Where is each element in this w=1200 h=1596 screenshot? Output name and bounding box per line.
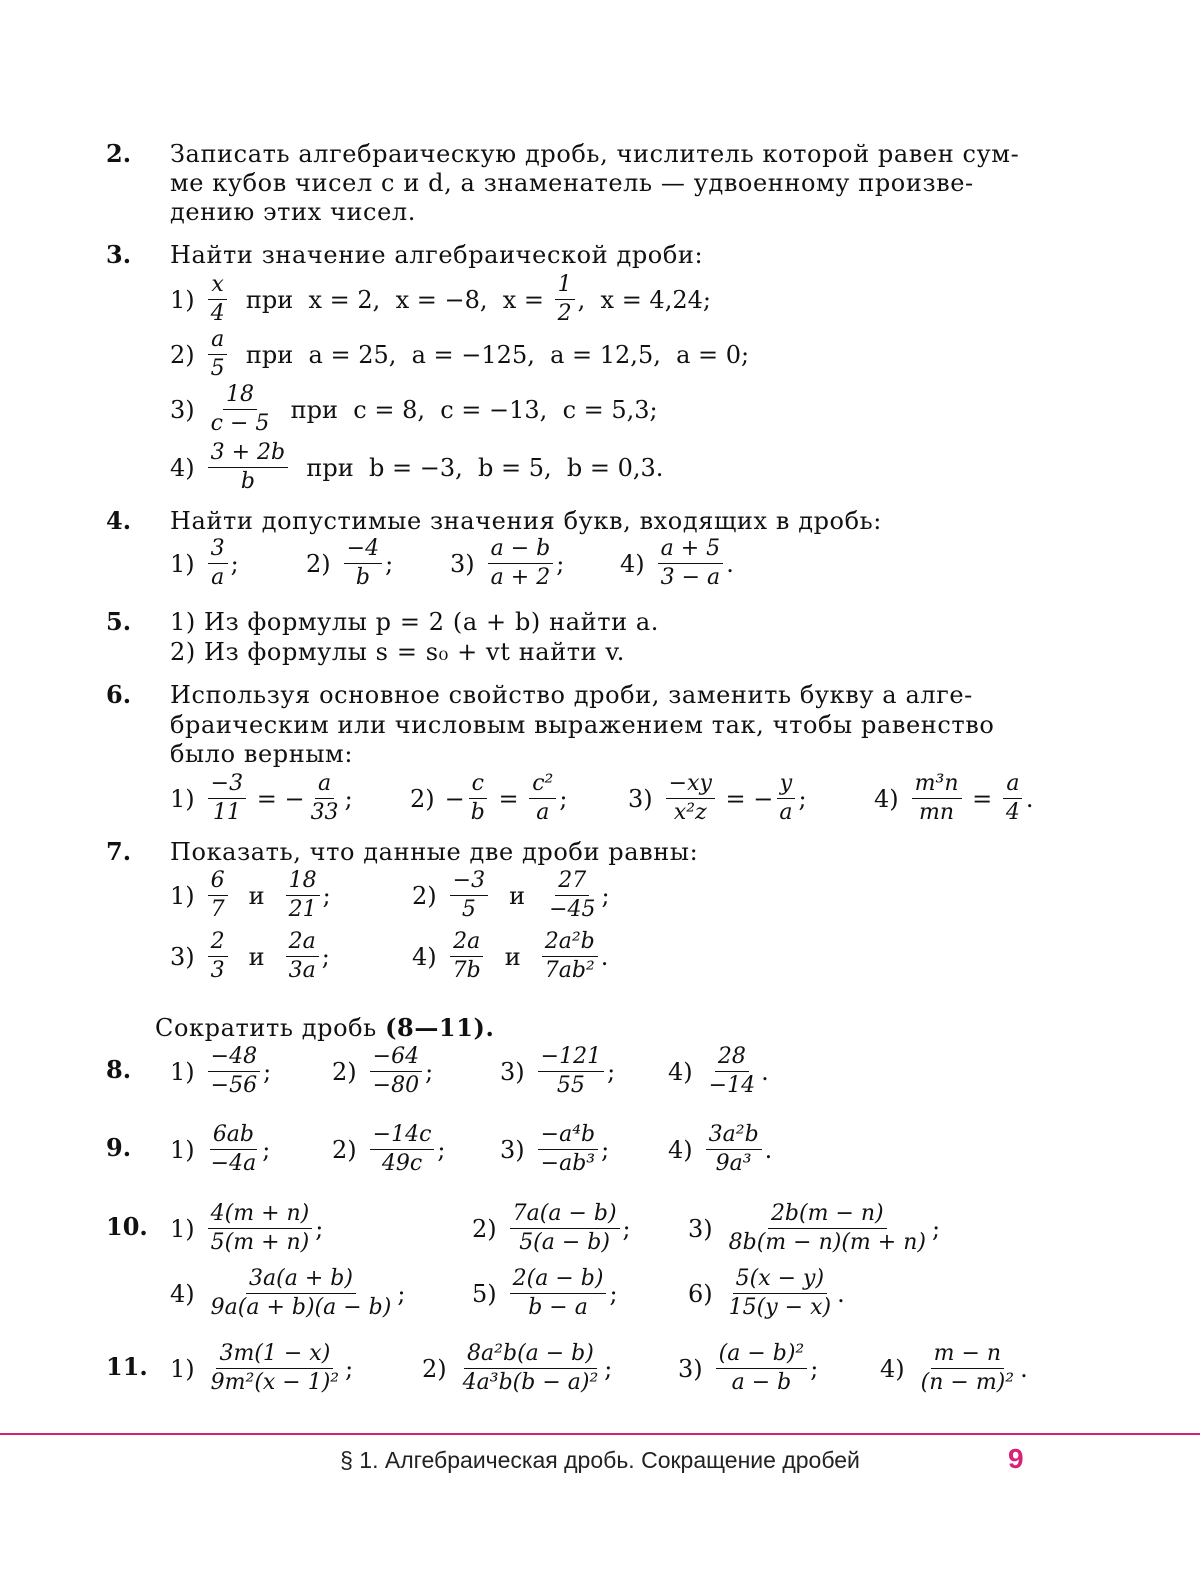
- sub-item: [170, 274, 711, 325]
- punctuation: ;: [607, 1057, 616, 1086]
- fraction: $\frac{a + 5}{3 - a}$: [658, 538, 724, 589]
- item-label: 3): [628, 784, 653, 813]
- fraction: $\frac{18}{c - 5}$: [210, 382, 270, 436]
- item-label: 2): [170, 340, 195, 369]
- punctuation: .: [600, 942, 609, 971]
- item-label: 2): [472, 1214, 497, 1243]
- problem-text-line: Используя основное свойство дроби, заменить букву a алге-: [170, 681, 973, 709]
- item-label: 2): [332, 1057, 357, 1086]
- problem-title: Найти значение алгебраической дроби:: [170, 241, 704, 269]
- sub-item: [450, 538, 564, 589]
- sub-item: [620, 538, 734, 589]
- problem-number: 7.: [106, 837, 132, 866]
- fraction: $\frac{1}{2}$: [555, 274, 575, 325]
- fraction: $\frac{4(m + n)}{5(m + n)}$: [208, 1203, 313, 1254]
- fraction: $\frac{c}{b}$: [468, 773, 488, 824]
- footer-divider: [0, 1433, 1200, 1435]
- punctuation: ;: [322, 881, 331, 910]
- problem-number: 11.: [106, 1352, 148, 1381]
- heading-text: Сократить дробь: [155, 1014, 386, 1042]
- fraction: $\frac{7a(a - b)}{5(a - b)}$: [510, 1203, 620, 1254]
- punctuation: ;: [556, 549, 565, 578]
- fraction: $\frac{-48}{-56}$: [208, 1046, 260, 1097]
- punctuation: ;: [798, 784, 807, 813]
- fraction: $\frac{\text{3a²b}}{\text{9a³}}$: [706, 1124, 762, 1175]
- sub-item: [170, 931, 330, 982]
- fraction: $\frac{6ab}{-4a}$: [210, 1122, 257, 1176]
- problem-number: 4.: [106, 506, 132, 535]
- page-number: 9: [1008, 1443, 1024, 1474]
- fraction: $\frac{\text{m³n}}{mn}$: [912, 773, 962, 824]
- punctuation: ;: [345, 1354, 354, 1383]
- fraction: $\frac{2a}{7b}$: [450, 931, 484, 982]
- fraction: $\frac{a - b}{a + 2}$: [488, 538, 554, 589]
- fraction: $\frac{a}{4}$: [1003, 773, 1023, 824]
- fraction: $\frac{2}{3}$: [208, 931, 228, 982]
- fraction: $\frac{2a}{3a}$: [286, 931, 319, 982]
- fraction: $\frac{2(a - b)}{b - a}$: [510, 1268, 607, 1319]
- equals-sign: = −: [717, 784, 774, 813]
- fraction: $\frac{a}{5}$: [208, 329, 228, 380]
- problem-text-line: ме кубов чисел c и d, а знаменатель — удвоенному произве-: [170, 169, 974, 197]
- conjunction: и: [248, 942, 265, 971]
- item-label: 4): [620, 549, 645, 578]
- sub-item: [880, 1343, 1028, 1394]
- sub-item: [874, 773, 1034, 824]
- item-text: , x = 4,24;: [577, 285, 711, 314]
- item-label: 3): [688, 1214, 713, 1243]
- problem-number: 3.: [106, 240, 132, 269]
- problem-number: 9.: [106, 1133, 132, 1162]
- sub-item: [500, 1046, 615, 1097]
- fraction: $\frac{3m(1 - x)}{\text{9m²(x − 1)²}}$: [210, 1341, 340, 1395]
- problem-number: 2.: [106, 139, 132, 168]
- sub-item: [500, 1124, 609, 1175]
- fraction: $\frac{\text{2a²b}}{\text{7ab²}}$: [542, 931, 598, 982]
- equals-sign: =: [964, 784, 1000, 813]
- fraction: $\frac{28}{-14}$: [708, 1044, 756, 1098]
- item-label: 4): [880, 1354, 905, 1383]
- equals-sign: =: [490, 784, 527, 813]
- sub-item: [170, 1268, 405, 1319]
- punctuation: ;: [397, 1279, 406, 1308]
- sub-item: [472, 1203, 631, 1254]
- item-label: 2): [412, 881, 437, 910]
- fraction: $\frac{x}{4}$: [208, 274, 228, 325]
- problem-title: Найти допустимые значения букв, входящих в дробь:: [170, 507, 882, 535]
- item-label: 2): [410, 784, 435, 813]
- item-label: 3): [450, 549, 475, 578]
- sub-item: [422, 1343, 612, 1394]
- sub-item: [170, 538, 239, 589]
- punctuation: ;: [559, 784, 568, 813]
- fraction: $\frac{2b(m - n)}{8b(m - n)(m + n)}$: [728, 1201, 926, 1255]
- punctuation: ;: [425, 1057, 434, 1086]
- item-label: 2): [422, 1354, 447, 1383]
- punctuation: ;: [262, 1135, 271, 1164]
- equals-sign: = −: [249, 784, 305, 813]
- fraction: $\frac{m - n}{\text{(n − m)²}}$: [920, 1341, 1015, 1395]
- item-text: при b = −3, b = 5, b = 0,3.: [291, 453, 664, 482]
- item-label: 6): [688, 1279, 713, 1308]
- punctuation: ;: [315, 1214, 324, 1243]
- item-text: при x = 2, x = −8, x =: [230, 285, 552, 314]
- fraction: $\frac{-3}{11}$: [208, 773, 246, 824]
- punctuation: ;: [344, 784, 353, 813]
- section-heading: [155, 1013, 494, 1043]
- sub-item: [170, 1203, 323, 1254]
- item-label: 3): [170, 395, 195, 424]
- item-label: 4): [668, 1057, 693, 1086]
- item-label: 1): [170, 285, 195, 314]
- punctuation: ;: [810, 1354, 819, 1383]
- punctuation: .: [837, 1279, 845, 1308]
- fraction: $\frac{-3}{5}$: [450, 870, 488, 921]
- sub-item: [688, 1203, 940, 1254]
- punctuation: ;: [601, 881, 610, 910]
- sub-item: [170, 1343, 353, 1394]
- fraction: $\frac{y}{a}$: [776, 773, 795, 824]
- punctuation: .: [761, 1057, 769, 1086]
- item-label: 1): [170, 1135, 195, 1164]
- fraction: $\frac{5(x - y)}{15(y - x)}$: [728, 1266, 832, 1320]
- item-label: 5): [472, 1279, 497, 1308]
- sub-item: [170, 1046, 271, 1097]
- sub-item: [472, 1268, 618, 1319]
- punctuation: ;: [263, 1057, 272, 1086]
- sub-item: [668, 1124, 772, 1175]
- punctuation: ;: [321, 942, 330, 971]
- punctuation: ;: [601, 1135, 610, 1164]
- sub-item: [412, 931, 608, 982]
- item-label: 1): [170, 1057, 195, 1086]
- punctuation: ;: [230, 549, 239, 578]
- problem-number: 6.: [106, 680, 132, 709]
- item-label: 3): [500, 1135, 525, 1164]
- sub-item: [332, 1124, 445, 1175]
- conjunction: и: [509, 881, 526, 910]
- fraction: $\frac{3 + 2b}{b}$: [208, 442, 289, 493]
- sub-item: [170, 773, 353, 824]
- item-label: 4): [170, 1279, 195, 1308]
- fraction: $\frac{\text{c²}}{a}$: [529, 773, 556, 824]
- item-label: 2): [306, 549, 331, 578]
- conjunction: и: [504, 942, 521, 971]
- item-label: 3): [170, 942, 195, 971]
- item-label: 3): [500, 1057, 525, 1086]
- sub-item: [170, 1124, 270, 1175]
- item-label: 3): [678, 1354, 703, 1383]
- sub-item: [688, 1268, 845, 1319]
- sub-item: [306, 538, 393, 589]
- sub-item: [170, 870, 331, 921]
- item-label: 2): [332, 1135, 357, 1164]
- sub-item: [170, 384, 658, 435]
- sub-item: [628, 773, 807, 824]
- item-label: 4): [170, 453, 195, 482]
- punctuation: .: [726, 549, 734, 578]
- problem-text-line: дению этих чисел.: [170, 198, 416, 226]
- item-label: 4): [874, 784, 899, 813]
- problem-title: Показать, что данные две дроби равны:: [170, 838, 699, 866]
- sub-item: [678, 1343, 818, 1394]
- footer-section-title: § 1. Алгебраическая дробь. Сокращение дробей: [340, 1447, 860, 1473]
- item-label: 1): [170, 549, 195, 578]
- problem-text-line: Записать алгебраическую дробь, числитель которой равен сум-: [170, 140, 1020, 168]
- item-text: при c = 8, c = −13, c = 5,3;: [275, 395, 658, 424]
- fraction: $\frac{\text{8a²b(a − b)}}{\text{4a³b(b − a)²}}$: [462, 1341, 599, 1395]
- fraction: $\frac{\text{−a⁴b}}{\text{−ab³}}$: [538, 1124, 598, 1175]
- fraction: $\frac{3}{a}$: [208, 538, 228, 589]
- sub-item: [412, 870, 610, 921]
- item-label: 4): [668, 1135, 693, 1164]
- item-label: 1): [170, 881, 195, 910]
- fraction: $\frac{-xy}{\text{x²z}}$: [666, 773, 715, 824]
- problem-text-line: 1) Из формулы p = 2 (a + b) найти a.: [170, 608, 660, 636]
- problem-text-line: браическим или числовым выражением так, чтобы равенство: [170, 711, 995, 739]
- fraction: $\frac{-121}{55}$: [538, 1046, 604, 1097]
- punctuation: .: [1025, 784, 1034, 813]
- problem-number: 8.: [106, 1055, 132, 1084]
- fraction: $\frac{-14c}{49c}$: [370, 1124, 435, 1175]
- problem-text-line: было верным:: [170, 740, 354, 768]
- sub-item: [170, 329, 749, 380]
- sub-item: [332, 1046, 433, 1097]
- fraction: $\frac{\text{(a − b)²}}{a - b}$: [716, 1343, 808, 1394]
- item-label: 1): [170, 1354, 195, 1383]
- punctuation: ;: [931, 1214, 941, 1243]
- fraction: $\frac{6}{7}$: [208, 870, 228, 921]
- sub-item: [668, 1046, 769, 1097]
- punctuation: .: [764, 1135, 773, 1164]
- sub-item: [170, 442, 663, 493]
- item-text: при a = 25, a = −125, a = 12,5, a = 0;: [230, 340, 750, 369]
- punctuation: ;: [385, 549, 394, 578]
- item-label: 1): [170, 784, 195, 813]
- item-label: 1): [170, 1214, 195, 1243]
- fraction: $\frac{-4}{b}$: [344, 538, 382, 589]
- punctuation: .: [1020, 1354, 1028, 1383]
- minus-sign: −: [444, 784, 465, 813]
- punctuation: ;: [437, 1135, 446, 1164]
- fraction: $\frac{27}{-45}$: [549, 868, 596, 922]
- fraction: $\frac{3a(a + b)}{9a(a + b)(a - b)}$: [210, 1266, 392, 1320]
- conjunction: и: [248, 881, 265, 910]
- problem-text-line: 2) Из формулы s = s₀ + vt найти v.: [170, 638, 626, 666]
- punctuation: ;: [609, 1279, 618, 1308]
- punctuation: ;: [622, 1214, 631, 1243]
- fraction: $\frac{18}{21}$: [286, 870, 320, 921]
- problem-number: 10.: [106, 1212, 148, 1241]
- fraction: $\frac{-64}{-80}$: [370, 1046, 422, 1097]
- item-label: 4): [412, 942, 437, 971]
- punctuation: ;: [604, 1354, 613, 1383]
- sub-item: [410, 773, 567, 824]
- heading-range: (8—11).: [385, 1013, 495, 1042]
- fraction: $\frac{a}{33}$: [310, 771, 339, 825]
- problem-number: 5.: [106, 607, 132, 636]
